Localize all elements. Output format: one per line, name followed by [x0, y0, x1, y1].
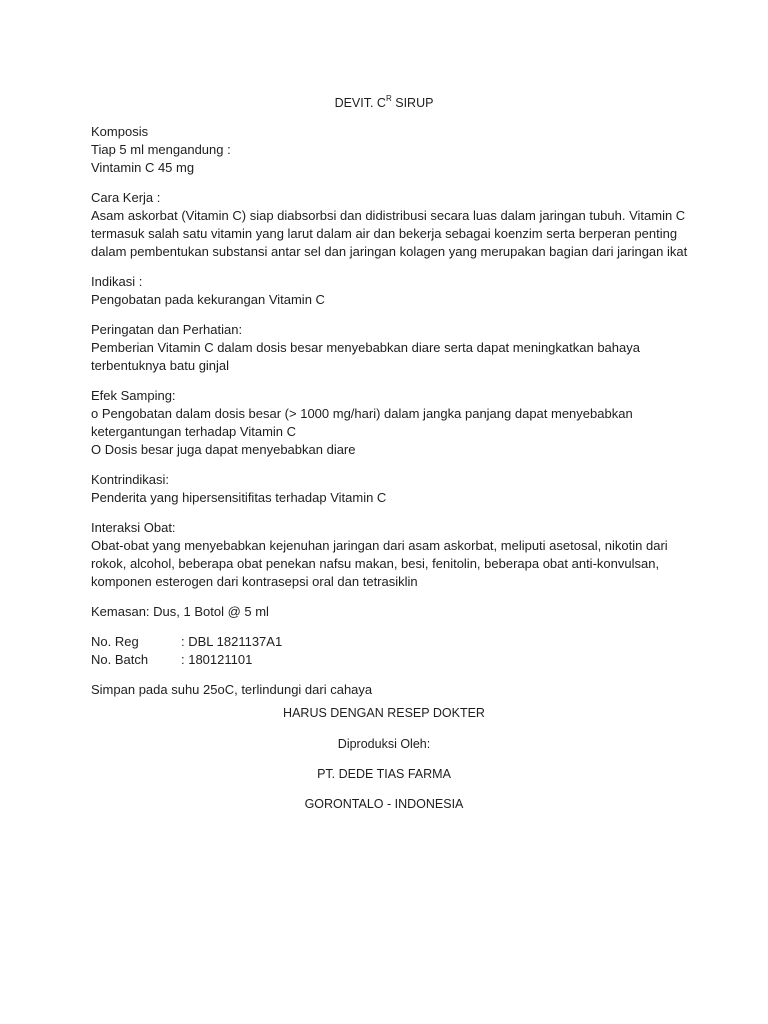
- peringatan-line: terbentuknya batu ginjal: [91, 358, 230, 373]
- reg-label: No. Reg: [91, 634, 139, 649]
- section-peringatan: [91, 321, 681, 375]
- manufacturer-name: PT. DEDE TIAS FARMA: [317, 767, 451, 781]
- batch-value: : 180121101: [181, 652, 253, 667]
- interaksi-line: Obat-obat yang menyebabkan kejenuhan jaringan dari asam askorbat, meliputi asetosal, nikotin dari: [91, 538, 668, 553]
- efek-samping-heading: Efek Samping:: [91, 388, 176, 403]
- section-interaksi-obat: [91, 519, 681, 591]
- batch-row: [91, 651, 681, 669]
- document-title: [0, 94, 768, 112]
- kemasan-text: Kemasan: Dus, 1 Botol @ 5 ml: [91, 604, 269, 619]
- komposisi-line: Vintamin C 45 mg: [91, 160, 195, 175]
- reg-value: : DBL 1821137A1: [181, 634, 283, 649]
- cara-kerja-heading: Cara Kerja :: [91, 190, 161, 205]
- interaksi-line: komponen esterogen dari kontrasepsi oral dan tetrasiklin: [91, 574, 418, 589]
- section-kontraindikasi: [91, 471, 681, 507]
- prescription-notice: HARUS DENGAN RESEP DOKTER: [283, 706, 485, 720]
- indikasi-heading: Indikasi :: [91, 274, 143, 289]
- document-body: [91, 123, 688, 711]
- section-kemasan: [91, 603, 681, 621]
- manufacturer-location: GORONTALO - INDONESIA: [304, 797, 464, 811]
- kontraindikasi-line: Penderita yang hipersensitifitas terhadap Vitamin C: [91, 490, 387, 505]
- interaksi-line: rokok, alcohol, beberapa obat penekan nafsu makan, besi, fenitolin, beberapa obat anti-konvulsan,: [91, 556, 660, 571]
- cara-kerja-line: Asam askorbat (Vitamin C) siap diabsorbsi dan didistribusi secara luas dalam jaringan tubuh. Vitamin C: [91, 208, 686, 223]
- cara-kerja-line: dalam pembentukan substansi antar sel dan jaringan kolagen yang merupakan bagian dari jaringan ikat: [91, 244, 688, 259]
- efek-samping-line: O Dosis besar juga dapat menyebabkan diare: [91, 442, 356, 457]
- section-efek-samping: [91, 387, 681, 459]
- section-indikasi: [91, 273, 681, 309]
- komposisi-line: Tiap 5 ml mengandung :: [91, 142, 231, 157]
- penyimpanan-text: Simpan pada suhu 25oC, terlindungi dari cahaya: [91, 682, 373, 697]
- cara-kerja-line: termasuk salah satu vitamin yang larut dalam air dan bekerja sebagai koenzim serta berperan penting: [91, 226, 678, 241]
- manufacturer-label: Diproduksi Oleh:: [337, 737, 431, 751]
- kontraindikasi-heading: Kontrindikasi:: [91, 472, 170, 487]
- efek-samping-line: o Pengobatan dalam dosis besar (> 1000 mg/hari) dalam jangka panjang dapat menyebabkan: [91, 406, 633, 421]
- interaksi-heading: Interaksi Obat:: [91, 520, 176, 535]
- reg-row: [91, 633, 681, 651]
- section-komposisi: [91, 123, 681, 177]
- section-cara-kerja: [91, 189, 688, 261]
- peringatan-heading: Peringatan dan Perhatian:: [91, 322, 243, 337]
- batch-label: No. Batch: [91, 652, 149, 667]
- section-registrasi: [91, 633, 681, 669]
- title-suffix: SIRUP: [395, 96, 434, 110]
- efek-samping-line: ketergantungan terhadap Vitamin C: [91, 424, 297, 439]
- section-penyimpanan: [91, 681, 681, 699]
- peringatan-line: Pemberian Vitamin C dalam dosis besar menyebabkan diare serta dapat meningkatkan bahaya: [91, 340, 640, 355]
- title-registered-mark: R: [385, 93, 392, 103]
- komposisi-heading: Komposis: [91, 124, 149, 139]
- title-main: DEVIT. C: [334, 96, 386, 110]
- indikasi-line: Pengobatan pada kekurangan Vitamin C: [91, 292, 325, 307]
